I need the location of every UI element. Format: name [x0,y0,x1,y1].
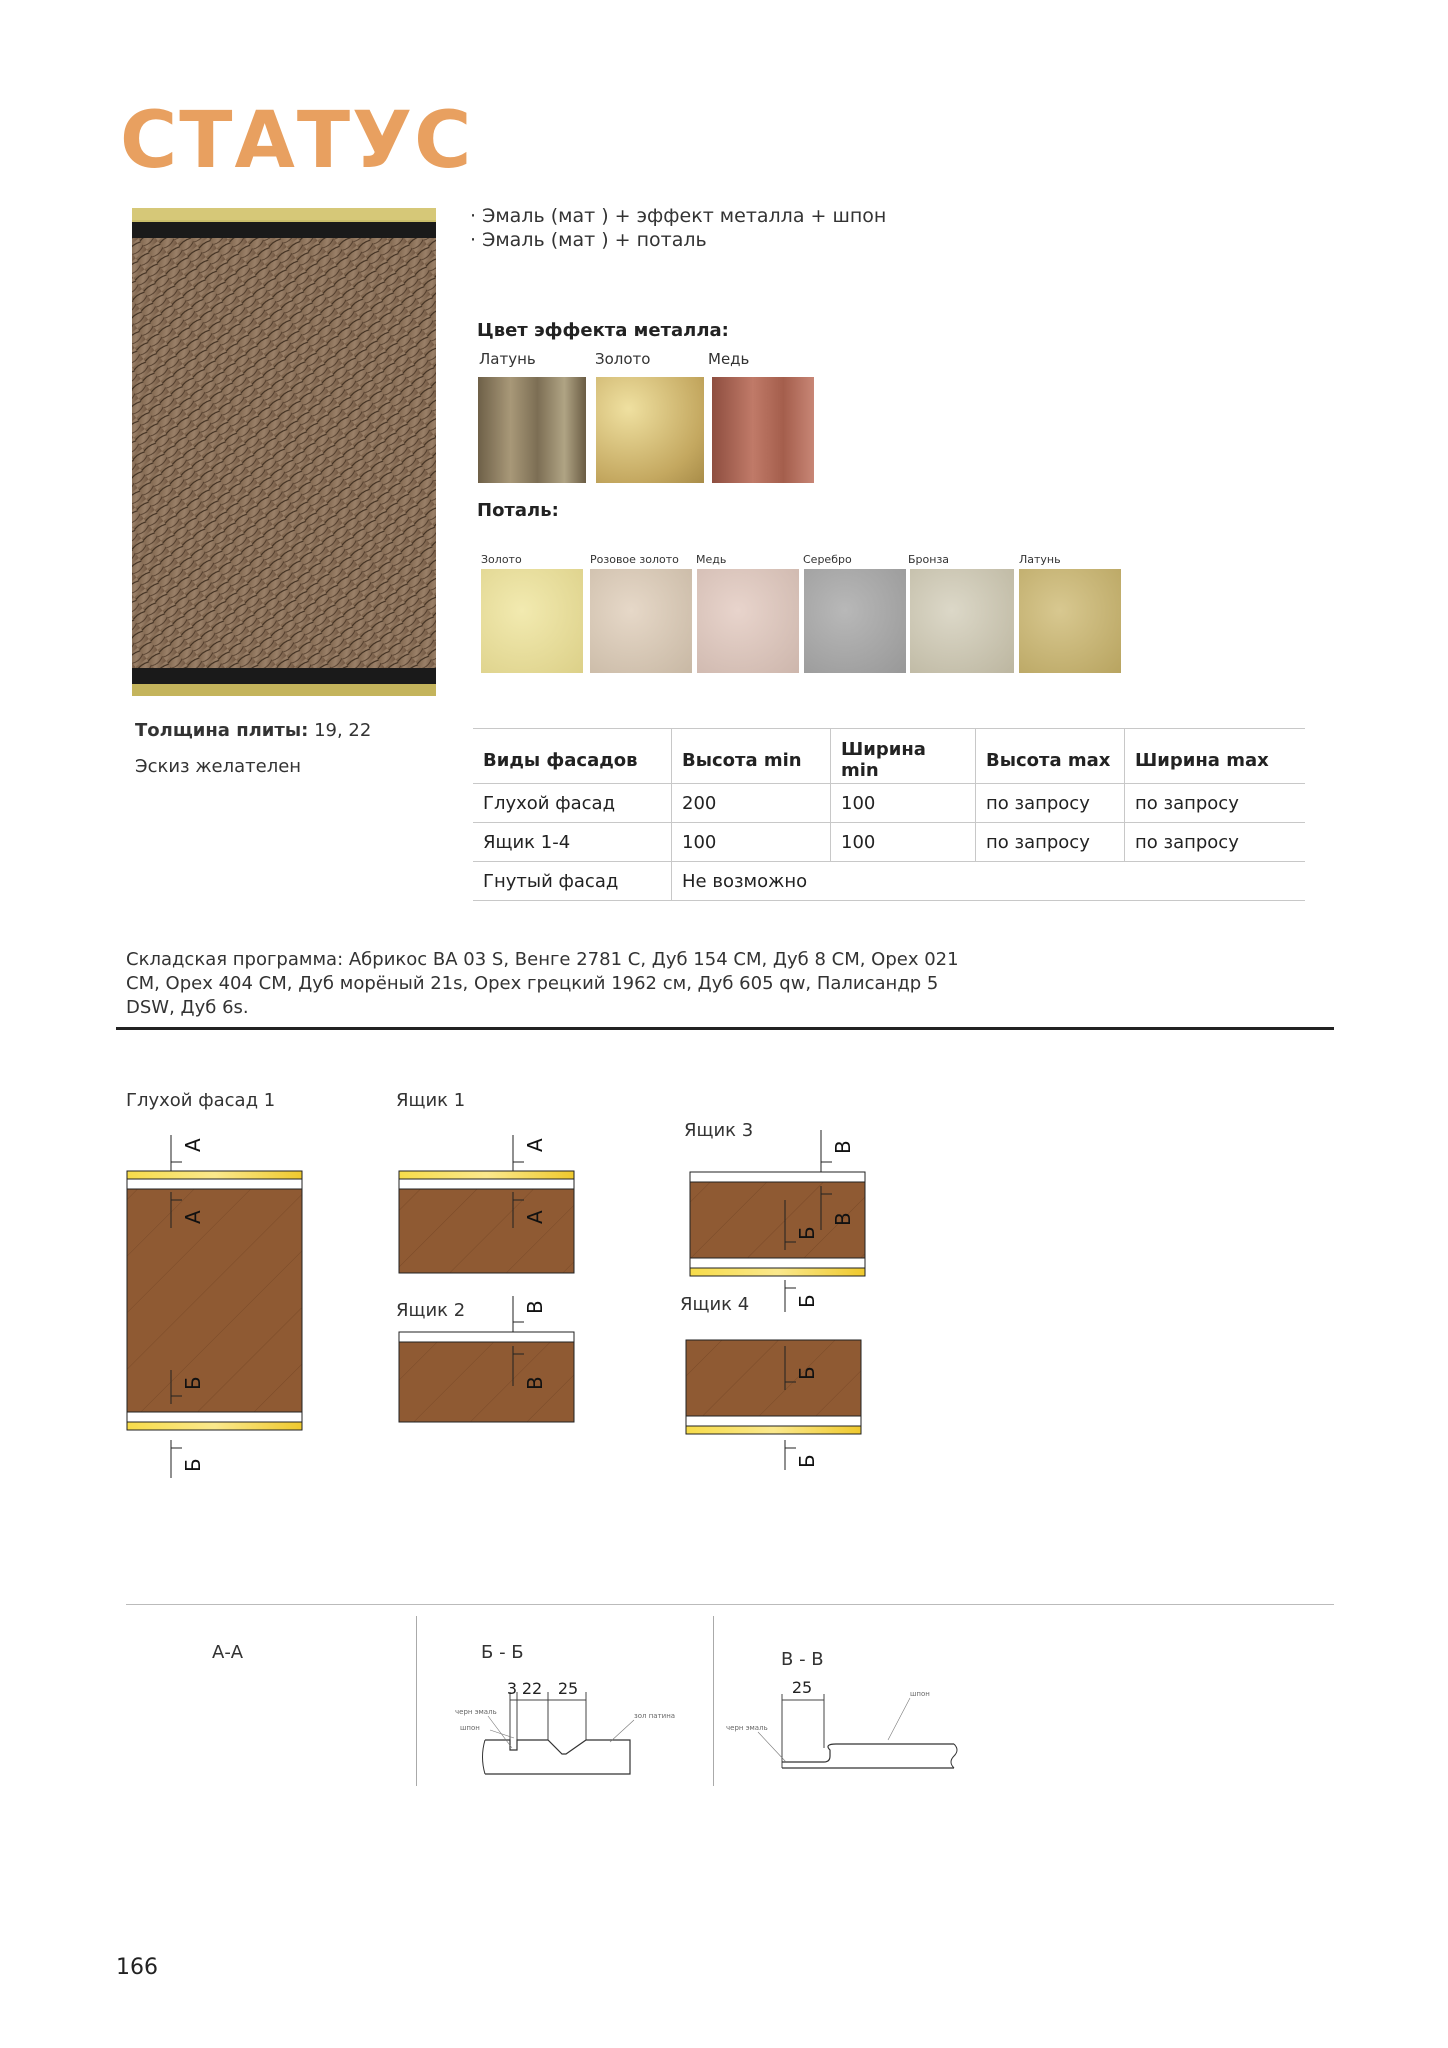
metal-swatch-label: Золото [595,350,651,368]
section-mark-b: Б [795,1226,819,1240]
potal-swatch-label: Розовое золото [590,553,679,566]
section-mark-v: В [831,1140,855,1154]
section-mark-b: Б [795,1454,819,1468]
rose-gold-potal-swatch [590,569,692,673]
feature-item: · Эмаль (мат ) + эффект металла + шпон [470,205,887,227]
section-mark-b: Б [181,1458,205,1472]
silver-potal-swatch [804,569,906,673]
table-cell: 100 [831,823,976,862]
dimension-label: 3 [506,1679,518,1698]
table-header: Высота min [672,729,831,784]
panel-label: Ящик 3 [684,1120,754,1141]
note-label: черн эмаль [455,1708,497,1716]
copper-metal-swatch [712,377,814,483]
table-header: Высота max [976,729,1125,784]
section-mark-a: А [181,1138,205,1152]
dimension-label: 25 [791,1678,813,1697]
table-cell: по запросу [976,823,1125,862]
thickness-value: 19, 22 [314,720,372,741]
potal-heading: Поталь: [477,500,559,521]
table-cell: 100 [831,784,976,823]
table-row [473,862,1305,901]
metal-effect-heading: Цвет эффекта металла: [477,320,729,341]
page-title: СТАТУС [120,96,474,186]
note-label: шпон [460,1724,480,1732]
section-mark-v: В [831,1212,855,1226]
panel-label: Ящик 2 [396,1300,466,1321]
table-cell: Ящик 1-4 [473,823,672,862]
table-cell: 200 [672,784,831,823]
sketch-note: Эскиз желателен [135,756,302,777]
gold-potal-swatch [481,569,583,673]
bronze-potal-swatch [910,569,1014,673]
metal-swatch-label: Медь [708,350,750,368]
product-photo [132,208,436,696]
potal-swatch-label: Медь [696,553,727,566]
table-header: Ширина max [1125,729,1306,784]
table-header: Виды фасадов [473,729,672,784]
section-mark-a: А [523,1210,547,1224]
brass-potal-swatch [1019,569,1121,673]
potal-swatch-label: Золото [481,553,522,566]
warehouse-program: Складская программа: Абрикос BA 03 S, Венге 2781 C, Дуб 154 CM, Дуб 8 CM, Орех 021 CM, Орех 404 CM, Дуб морёный 21s, Орех грецкий 1962 см, Дуб 605 qw, Палисандр 5 DSW, Дуб 6s. [126,949,959,1018]
page-number: 166 [116,1955,158,1980]
feature-list [470,204,886,252]
gold-metal-swatch [596,377,704,483]
drawer-4-diagram [686,1340,861,1470]
divider [713,1616,714,1786]
facade-size-table [473,728,1305,901]
table-cell: Глухой фасад [473,784,672,823]
table-header: Ширина min [831,729,976,784]
section-title-aa: А-А [212,1642,244,1663]
section-mark-b: Б [181,1376,205,1390]
thickness-info [135,720,371,741]
section-mark-b: Б [795,1294,819,1308]
note-label: шпон [910,1690,930,1698]
potal-swatch-label: Латунь [1019,553,1061,566]
drawer-1-diagram [399,1135,574,1273]
section-mark-b: Б [795,1366,819,1380]
section-mark-a: А [181,1210,205,1224]
dimension-label: 22 [521,1679,543,1698]
section-bb-drawing [450,1670,700,1780]
section-mark-v: В [523,1376,547,1390]
table-cell: Не возможно [672,862,1306,901]
panel-label: Ящик 1 [396,1090,466,1111]
section-mark-a: А [523,1138,547,1152]
table-cell: по запросу [1125,784,1306,823]
drawer-3-diagram [690,1130,865,1312]
potal-swatch-label: Серебро [803,553,852,566]
table-row [473,784,1305,823]
divider [126,1604,1334,1605]
dimension-label: 25 [557,1679,579,1698]
copper-potal-swatch [697,569,799,673]
table-row [473,823,1305,862]
table-cell: по запросу [1125,823,1306,862]
table-cell: по запросу [976,784,1125,823]
thickness-label: Толщина плиты: [135,720,309,741]
section-title-bb: Б - Б [481,1642,524,1663]
divider [116,1027,1334,1030]
section-mark-v: В [523,1300,547,1314]
divider [416,1616,417,1786]
panel-label: Ящик 4 [680,1294,750,1315]
section-title-vv: В - В [781,1649,824,1670]
brass-metal-swatch [478,377,586,483]
panel-label: Глухой фасад 1 [126,1090,276,1111]
feature-item: · Эмаль (мат ) + поталь [470,229,707,251]
table-cell: Гнутый фасад [473,862,672,901]
table-cell: 100 [672,823,831,862]
potal-swatch-label: Бронза [908,553,950,566]
note-label: черн эмаль [726,1724,768,1732]
blind-facade-diagram [127,1135,302,1478]
metal-swatch-label: Латунь [479,350,536,368]
note-label: зол патина [634,1712,676,1720]
drawer-2-diagram [399,1296,574,1422]
section-vv-drawing [720,1670,970,1780]
panel-diagrams [0,1100,900,1540]
